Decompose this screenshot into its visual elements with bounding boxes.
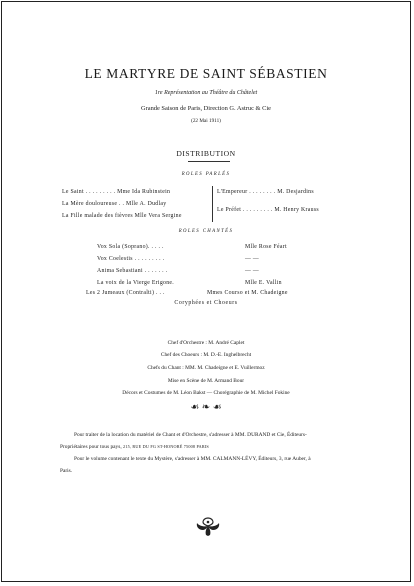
spoken-role-row [62,213,182,219]
role-name: La voix de la Vierge Erigone. [97,280,175,286]
spoken-role-row [217,207,319,213]
singer-name: — — [245,256,259,262]
sung-role-row [97,256,259,262]
role-name: Les 2 Jumeaux (Contralti) . . . [86,290,165,296]
role-name: Le Saint . . . . . . . . . [62,189,116,195]
spoken-role-row [62,189,170,195]
page-title: LE MARTYRE DE SAINT SÉBASTIEN [84,66,328,81]
floral-vignette-icon [195,515,221,537]
credit-line: Chef d'Orchestre : M. André Caplet [167,340,245,346]
actor-name: Mlle A. Dudlay [126,201,167,207]
sung-role-row [97,244,287,250]
date-line: (22 Mai 1911) [191,118,221,124]
sung-role-row [86,290,288,296]
role-name: La Mère douloureuse . . [62,201,125,207]
note-line: Paris. [60,468,73,474]
credit-line: Chefs du Chant : MM. M. Chadeigne et E. Vuillermoz [147,365,265,371]
actor-name: Mme Ida Rubinstein [117,189,171,195]
role-name: L'Empereur . . . . . . . . [217,189,276,195]
note-line: Pour le volume contenant le texte du Mystère, s'adresser à MM. CALMANN-LÉVY, Éditeurs, 3, rue Auber, à [74,456,311,462]
distribution-rule [188,161,230,162]
singer-name: — — [245,268,259,274]
note-line [60,444,209,450]
distribution-heading: DISTRIBUTION [176,149,236,158]
actor-name: M. Desjardins [277,189,314,195]
credit-line: Chef des Choeurs : M. D.-E. Inghelbrecht [160,352,252,358]
season-line: Grande Saison de Paris, Direction G. Astruc & Cie [141,105,271,112]
spoken-role-row [62,201,166,207]
role-name: Anima Sebastiani . . . . . . . [97,268,168,274]
spoken-role-row [217,189,314,195]
sung-role-row [97,280,282,286]
actor-name: M. Henry Krauss [274,207,319,213]
singer-name: Mmes Courso et M. Chadeigne [207,290,288,296]
singer-name: Mlle Rose Féart [245,244,287,250]
publisher-address: 215, RUE DU FG ST-HONORÉ 75008 PARIS [123,444,209,449]
premiere-line: 1re Représentation au Théâtre du Châtelet [154,90,258,96]
document-page [1,1,411,582]
credit-line: Décors et Costumes de M. Léon Bakst — Chorégraphie de M. Michel Fokine [122,390,290,396]
role-name: Le Préfet . . . . . . . . . [217,207,273,213]
role-name: Vox Sola (Soprano). . . . . [97,244,164,250]
role-name: La Fille malade des fièvres [62,213,133,219]
fleuron-ornament: ☙ ❧ ☙ [190,402,222,413]
actor-name: Mlle Vera Sergine [134,213,182,219]
sung-roles-heading: ROLES CHANTÉS [178,229,234,234]
note-text: Propriétaires pour tous pays, [60,444,122,450]
spoken-roles-heading: ROLES PARLÉS [181,172,231,177]
role-name: Vox Coelestis . . . . . . . . . [97,256,165,262]
sung-role-row [97,268,259,274]
singer-name: Mlle E. Vallin [245,280,282,286]
chorus-line: Coryphées et Choeurs [174,300,238,306]
note-line: Pour traiter de la location du matériel de Chant et d'Orchestre, s'adresser à MM. DURAND et Cie, Éditeurs- [74,432,307,438]
credit-line: Mise en Scène de M. Armand Bour [167,378,245,384]
column-divider [212,186,213,222]
